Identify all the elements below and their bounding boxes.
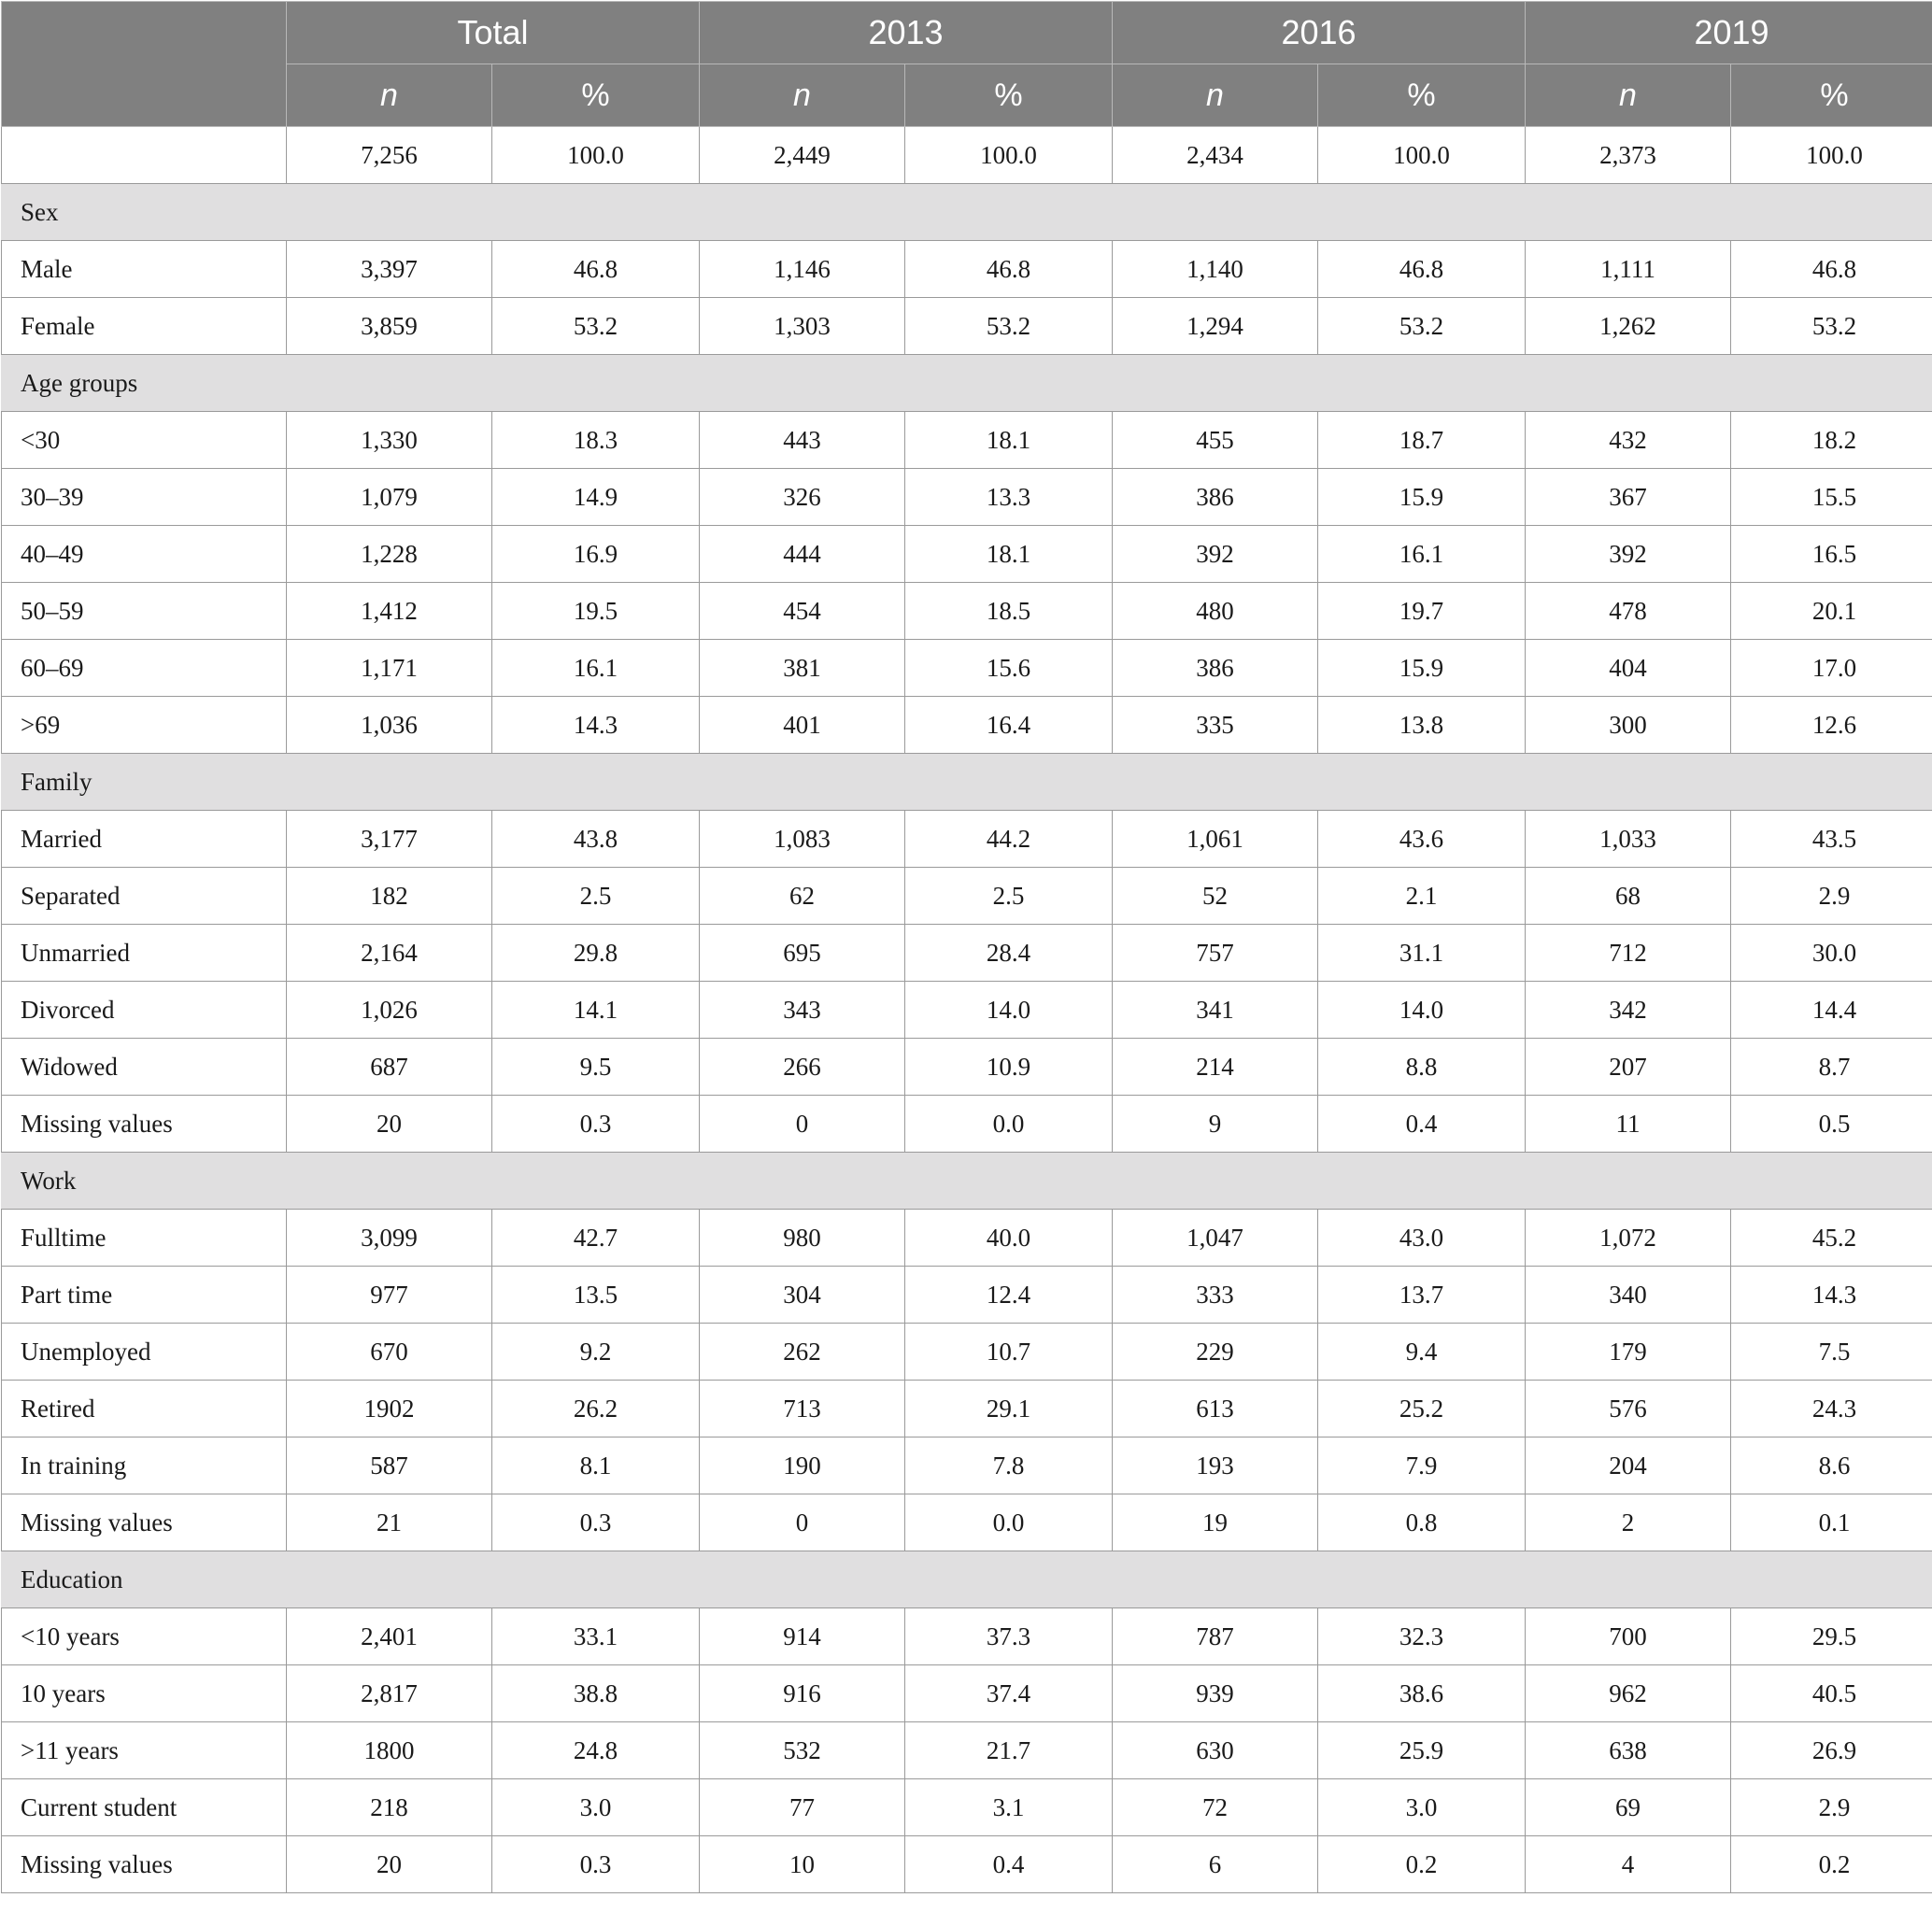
table-cell: 2,434 xyxy=(1113,127,1318,184)
row-label: Retired xyxy=(2,1381,287,1437)
table-cell: 480 xyxy=(1113,583,1318,640)
table-cell: 1,072 xyxy=(1526,1210,1731,1267)
table-cell: 266 xyxy=(700,1039,905,1096)
table-row-totals xyxy=(2,127,1932,184)
table-cell: 0.2 xyxy=(1731,1836,1932,1893)
table-cell: 15.5 xyxy=(1731,469,1932,526)
table-cell: 0.4 xyxy=(1318,1096,1526,1153)
table-row xyxy=(2,298,1932,355)
table-row xyxy=(2,640,1932,697)
row-label: >11 years xyxy=(2,1722,287,1779)
table-cell: 69 xyxy=(1526,1779,1731,1836)
table-cell: 367 xyxy=(1526,469,1731,526)
table-cell: 478 xyxy=(1526,583,1731,640)
table-cell: 7.5 xyxy=(1731,1324,1932,1381)
table-cell: 1,303 xyxy=(700,298,905,355)
table-cell: 100.0 xyxy=(1318,127,1526,184)
table-cell: 8.7 xyxy=(1731,1039,1932,1096)
table-cell: 25.9 xyxy=(1318,1722,1526,1779)
header-pct-total: % xyxy=(492,64,700,127)
table-cell: 532 xyxy=(700,1722,905,1779)
table-cell: 53.2 xyxy=(905,298,1113,355)
table-cell: 62 xyxy=(700,868,905,925)
table-row xyxy=(2,1096,1932,1153)
table-cell: 916 xyxy=(700,1665,905,1722)
table-cell: 2.9 xyxy=(1731,1779,1932,1836)
header-group-row xyxy=(2,2,1932,64)
section-title: Sex xyxy=(2,184,1932,241)
header-blank-cell xyxy=(2,2,287,127)
section-title: Family xyxy=(2,754,1932,811)
table-cell: 182 xyxy=(287,868,492,925)
table-row xyxy=(2,1324,1932,1381)
row-label: Missing values xyxy=(2,1494,287,1551)
header-group-2016: 2016 xyxy=(1113,2,1526,64)
table-cell: 4 xyxy=(1526,1836,1731,1893)
table-cell: 18.7 xyxy=(1318,412,1526,469)
row-label: 40–49 xyxy=(2,526,287,583)
table-cell: 1,171 xyxy=(287,640,492,697)
table-cell: 0.5 xyxy=(1731,1096,1932,1153)
table-cell: 1,079 xyxy=(287,469,492,526)
table-cell: 11 xyxy=(1526,1096,1731,1153)
section-header-row xyxy=(2,355,1932,412)
table-row xyxy=(2,697,1932,754)
table-cell: 1800 xyxy=(287,1722,492,1779)
table-cell: 444 xyxy=(700,526,905,583)
table-row xyxy=(2,1437,1932,1494)
table-cell: 26.9 xyxy=(1731,1722,1932,1779)
table-cell: 0 xyxy=(700,1096,905,1153)
table-cell: 1,146 xyxy=(700,241,905,298)
table-cell: 3,397 xyxy=(287,241,492,298)
table-cell: 7.9 xyxy=(1318,1437,1526,1494)
table-cell: 193 xyxy=(1113,1437,1318,1494)
table-cell: 8.8 xyxy=(1318,1039,1526,1096)
row-label: Unemployed xyxy=(2,1324,287,1381)
table-cell: 37.4 xyxy=(905,1665,1113,1722)
table-cell: 16.4 xyxy=(905,697,1113,754)
table-cell: 37.3 xyxy=(905,1608,1113,1665)
table-cell: 100.0 xyxy=(1731,127,1932,184)
table-cell: 16.1 xyxy=(1318,526,1526,583)
table-cell: 16.5 xyxy=(1731,526,1932,583)
table-cell: 13.3 xyxy=(905,469,1113,526)
table-cell: 2,817 xyxy=(287,1665,492,1722)
table-cell: 1,412 xyxy=(287,583,492,640)
table-cell: 10 xyxy=(700,1836,905,1893)
table-cell: 576 xyxy=(1526,1381,1731,1437)
table-cell: 1,294 xyxy=(1113,298,1318,355)
table-cell: 14.0 xyxy=(1318,982,1526,1039)
table-cell: 68 xyxy=(1526,868,1731,925)
table-cell: 21 xyxy=(287,1494,492,1551)
table-cell: 9 xyxy=(1113,1096,1318,1153)
section-header-row xyxy=(2,184,1932,241)
table-cell: 42.7 xyxy=(492,1210,700,1267)
table-cell: 341 xyxy=(1113,982,1318,1039)
table-cell: 404 xyxy=(1526,640,1731,697)
table-cell: 2.5 xyxy=(905,868,1113,925)
table-cell: 20.1 xyxy=(1731,583,1932,640)
table-cell: 12.6 xyxy=(1731,697,1932,754)
row-label: In training xyxy=(2,1437,287,1494)
table-cell: 25.2 xyxy=(1318,1381,1526,1437)
table-cell: 1902 xyxy=(287,1381,492,1437)
table-cell: 15.9 xyxy=(1318,640,1526,697)
table-cell: 20 xyxy=(287,1096,492,1153)
table-row xyxy=(2,469,1932,526)
table-cell: 29.8 xyxy=(492,925,700,982)
table-row xyxy=(2,1210,1932,1267)
table-cell: 229 xyxy=(1113,1324,1318,1381)
table-cell: 33.1 xyxy=(492,1608,700,1665)
table-cell: 52 xyxy=(1113,868,1318,925)
table-cell: 1,061 xyxy=(1113,811,1318,868)
table-cell: 3,859 xyxy=(287,298,492,355)
table-cell: 3,099 xyxy=(287,1210,492,1267)
table-cell: 638 xyxy=(1526,1722,1731,1779)
header-pct-2013: % xyxy=(905,64,1113,127)
table-cell: 9.4 xyxy=(1318,1324,1526,1381)
table-cell: 45.2 xyxy=(1731,1210,1932,1267)
table-cell: 31.1 xyxy=(1318,925,1526,982)
table-cell: 1,033 xyxy=(1526,811,1731,868)
table-cell: 100.0 xyxy=(905,127,1113,184)
header-group-total: Total xyxy=(287,2,700,64)
table-cell: 18.3 xyxy=(492,412,700,469)
row-label: 50–59 xyxy=(2,583,287,640)
header-pct-2019: % xyxy=(1731,64,1932,127)
table-cell: 962 xyxy=(1526,1665,1731,1722)
table-cell: 10.9 xyxy=(905,1039,1113,1096)
table-cell: 218 xyxy=(287,1779,492,1836)
table-cell: 300 xyxy=(1526,697,1731,754)
table-cell: 713 xyxy=(700,1381,905,1437)
table-cell: 40.0 xyxy=(905,1210,1113,1267)
table-cell: 77 xyxy=(700,1779,905,1836)
table-row xyxy=(2,1722,1932,1779)
table-cell: 455 xyxy=(1113,412,1318,469)
table-cell: 0.3 xyxy=(492,1494,700,1551)
table-cell: 3.1 xyxy=(905,1779,1113,1836)
header-n-2019: n xyxy=(1526,64,1731,127)
row-label: <10 years xyxy=(2,1608,287,1665)
table-cell: 15.6 xyxy=(905,640,1113,697)
table-cell: 190 xyxy=(700,1437,905,1494)
table-row xyxy=(2,1665,1932,1722)
section-title: Age groups xyxy=(2,355,1932,412)
table-cell: 46.8 xyxy=(1318,241,1526,298)
table-cell: 381 xyxy=(700,640,905,697)
table-cell: 6 xyxy=(1113,1836,1318,1893)
table-row xyxy=(2,583,1932,640)
table-cell: 207 xyxy=(1526,1039,1731,1096)
table-row xyxy=(2,982,1932,1039)
table-row xyxy=(2,1608,1932,1665)
table-cell: 587 xyxy=(287,1437,492,1494)
table-cell: 9.2 xyxy=(492,1324,700,1381)
row-label: Fulltime xyxy=(2,1210,287,1267)
table-cell: 43.6 xyxy=(1318,811,1526,868)
table-cell: 3.0 xyxy=(1318,1779,1526,1836)
table-cell: 914 xyxy=(700,1608,905,1665)
table-cell: 0.4 xyxy=(905,1836,1113,1893)
table-cell: 29.5 xyxy=(1731,1608,1932,1665)
table-cell: 214 xyxy=(1113,1039,1318,1096)
table-cell: 24.3 xyxy=(1731,1381,1932,1437)
table-cell: 46.8 xyxy=(905,241,1113,298)
table-cell: 670 xyxy=(287,1324,492,1381)
table-cell: 29.1 xyxy=(905,1381,1113,1437)
table-cell: 18.2 xyxy=(1731,412,1932,469)
header-n-2013: n xyxy=(700,64,905,127)
section-header-row xyxy=(2,1153,1932,1210)
row-label: Separated xyxy=(2,868,287,925)
table-cell: 18.1 xyxy=(905,412,1113,469)
table-cell: 204 xyxy=(1526,1437,1731,1494)
table-cell: 14.3 xyxy=(1731,1267,1932,1324)
table-cell: 18.5 xyxy=(905,583,1113,640)
row-label: Divorced xyxy=(2,982,287,1039)
table-cell: 19.7 xyxy=(1318,583,1526,640)
table-row xyxy=(2,1039,1932,1096)
table-cell: 2.5 xyxy=(492,868,700,925)
row-label: Current student xyxy=(2,1779,287,1836)
table-cell: 10.7 xyxy=(905,1324,1113,1381)
table-cell: 32.3 xyxy=(1318,1608,1526,1665)
table-cell: 14.9 xyxy=(492,469,700,526)
header-n-total: n xyxy=(287,64,492,127)
table-cell: 19 xyxy=(1113,1494,1318,1551)
table-cell: 2,401 xyxy=(287,1608,492,1665)
table-cell: 38.8 xyxy=(492,1665,700,1722)
table-cell: 0 xyxy=(700,1494,905,1551)
table-cell: 19.5 xyxy=(492,583,700,640)
table-row xyxy=(2,868,1932,925)
table-cell: 613 xyxy=(1113,1381,1318,1437)
table-row xyxy=(2,1836,1932,1893)
table-cell: 304 xyxy=(700,1267,905,1324)
table-cell: 630 xyxy=(1113,1722,1318,1779)
table-cell: 454 xyxy=(700,583,905,640)
row-label: 60–69 xyxy=(2,640,287,697)
table-cell: 0.1 xyxy=(1731,1494,1932,1551)
table-cell: 326 xyxy=(700,469,905,526)
header-group-2013: 2013 xyxy=(700,2,1113,64)
section-title: Education xyxy=(2,1551,1932,1608)
table-cell: 179 xyxy=(1526,1324,1731,1381)
table-cell: 340 xyxy=(1526,1267,1731,1324)
row-label: Part time xyxy=(2,1267,287,1324)
row-label: Female xyxy=(2,298,287,355)
table-cell: 262 xyxy=(700,1324,905,1381)
table-cell: 13.7 xyxy=(1318,1267,1526,1324)
table-cell: 401 xyxy=(700,697,905,754)
table-cell: 13.5 xyxy=(492,1267,700,1324)
table-row xyxy=(2,412,1932,469)
row-label: <30 xyxy=(2,412,287,469)
table-cell: 43.8 xyxy=(492,811,700,868)
table-cell: 18.1 xyxy=(905,526,1113,583)
table-row xyxy=(2,526,1932,583)
table-row xyxy=(2,1267,1932,1324)
table-cell: 712 xyxy=(1526,925,1731,982)
header-sub-row xyxy=(2,64,1932,127)
table-cell: 0.0 xyxy=(905,1494,1113,1551)
table-cell: 16.9 xyxy=(492,526,700,583)
table-cell: 8.6 xyxy=(1731,1437,1932,1494)
table-cell: 28.4 xyxy=(905,925,1113,982)
table-cell: 7.8 xyxy=(905,1437,1113,1494)
table-cell: 757 xyxy=(1113,925,1318,982)
demographics-table xyxy=(1,1,1932,1893)
table-cell: 0.8 xyxy=(1318,1494,1526,1551)
table-cell: 53.2 xyxy=(1731,298,1932,355)
table-cell: 1,330 xyxy=(287,412,492,469)
table-cell: 443 xyxy=(700,412,905,469)
table-cell: 2.1 xyxy=(1318,868,1526,925)
section-title: Work xyxy=(2,1153,1932,1210)
table-cell: 9.5 xyxy=(492,1039,700,1096)
table-cell: 26.2 xyxy=(492,1381,700,1437)
row-label: 10 years xyxy=(2,1665,287,1722)
table-cell: 14.0 xyxy=(905,982,1113,1039)
table-cell: 787 xyxy=(1113,1608,1318,1665)
row-label: Missing values xyxy=(2,1096,287,1153)
table-cell: 1,036 xyxy=(287,697,492,754)
table-row xyxy=(2,241,1932,298)
table-cell: 687 xyxy=(287,1039,492,1096)
table-cell: 21.7 xyxy=(905,1722,1113,1779)
table-cell: 1,140 xyxy=(1113,241,1318,298)
table-cell: 53.2 xyxy=(492,298,700,355)
table-cell: 43.0 xyxy=(1318,1210,1526,1267)
table-cell: 1,111 xyxy=(1526,241,1731,298)
table-cell: 2,373 xyxy=(1526,127,1731,184)
table-row xyxy=(2,925,1932,982)
table-cell: 700 xyxy=(1526,1608,1731,1665)
table-cell: 14.1 xyxy=(492,982,700,1039)
table-cell: 3,177 xyxy=(287,811,492,868)
table-cell: 16.1 xyxy=(492,640,700,697)
table-cell: 977 xyxy=(287,1267,492,1324)
table-cell: 12.4 xyxy=(905,1267,1113,1324)
table-cell: 13.8 xyxy=(1318,697,1526,754)
row-label: Male xyxy=(2,241,287,298)
table-cell: 7,256 xyxy=(287,127,492,184)
table-cell: 2 xyxy=(1526,1494,1731,1551)
header-n-2016: n xyxy=(1113,64,1318,127)
table-cell: 8.1 xyxy=(492,1437,700,1494)
table-cell: 0.3 xyxy=(492,1836,700,1893)
table-row xyxy=(2,811,1932,868)
table-cell: 980 xyxy=(700,1210,905,1267)
table-cell: 333 xyxy=(1113,1267,1318,1324)
table-cell: 1,026 xyxy=(287,982,492,1039)
section-header-row xyxy=(2,1551,1932,1608)
table-cell: 342 xyxy=(1526,982,1731,1039)
table-cell: 386 xyxy=(1113,640,1318,697)
table-cell: 43.5 xyxy=(1731,811,1932,868)
table-header xyxy=(2,2,1932,127)
table-cell: 40.5 xyxy=(1731,1665,1932,1722)
table-cell: 0.0 xyxy=(905,1096,1113,1153)
table-cell: 53.2 xyxy=(1318,298,1526,355)
table-cell: 15.9 xyxy=(1318,469,1526,526)
table-cell: 2,164 xyxy=(287,925,492,982)
table-cell: 343 xyxy=(700,982,905,1039)
table-cell: 432 xyxy=(1526,412,1731,469)
table-cell: 14.3 xyxy=(492,697,700,754)
row-label xyxy=(2,127,287,184)
table-cell: 335 xyxy=(1113,697,1318,754)
table-row xyxy=(2,1779,1932,1836)
table-cell: 1,047 xyxy=(1113,1210,1318,1267)
table-cell: 72 xyxy=(1113,1779,1318,1836)
table-cell: 20 xyxy=(287,1836,492,1893)
table-cell: 1,228 xyxy=(287,526,492,583)
row-label: >69 xyxy=(2,697,287,754)
table-cell: 30.0 xyxy=(1731,925,1932,982)
table-cell: 3.0 xyxy=(492,1779,700,1836)
table-cell: 1,262 xyxy=(1526,298,1731,355)
table-cell: 1,083 xyxy=(700,811,905,868)
table-cell: 38.6 xyxy=(1318,1665,1526,1722)
table-cell: 14.4 xyxy=(1731,982,1932,1039)
table-cell: 0.3 xyxy=(492,1096,700,1153)
header-group-2019: 2019 xyxy=(1526,2,1932,64)
table-cell: 100.0 xyxy=(492,127,700,184)
table-row xyxy=(2,1494,1932,1551)
table-cell: 386 xyxy=(1113,469,1318,526)
table-cell: 392 xyxy=(1113,526,1318,583)
row-label: Unmarried xyxy=(2,925,287,982)
table-cell: 2.9 xyxy=(1731,868,1932,925)
row-label: Missing values xyxy=(2,1836,287,1893)
table-cell: 44.2 xyxy=(905,811,1113,868)
table-cell: 0.2 xyxy=(1318,1836,1526,1893)
table-cell: 24.8 xyxy=(492,1722,700,1779)
header-pct-2016: % xyxy=(1318,64,1526,127)
table-body xyxy=(2,127,1932,1893)
section-header-row xyxy=(2,754,1932,811)
row-label: Married xyxy=(2,811,287,868)
table-cell: 939 xyxy=(1113,1665,1318,1722)
table-cell: 392 xyxy=(1526,526,1731,583)
row-label: 30–39 xyxy=(2,469,287,526)
table-cell: 2,449 xyxy=(700,127,905,184)
table-cell: 17.0 xyxy=(1731,640,1932,697)
row-label: Widowed xyxy=(2,1039,287,1096)
table-row xyxy=(2,1381,1932,1437)
table-cell: 695 xyxy=(700,925,905,982)
table-cell: 46.8 xyxy=(492,241,700,298)
table-cell: 46.8 xyxy=(1731,241,1932,298)
